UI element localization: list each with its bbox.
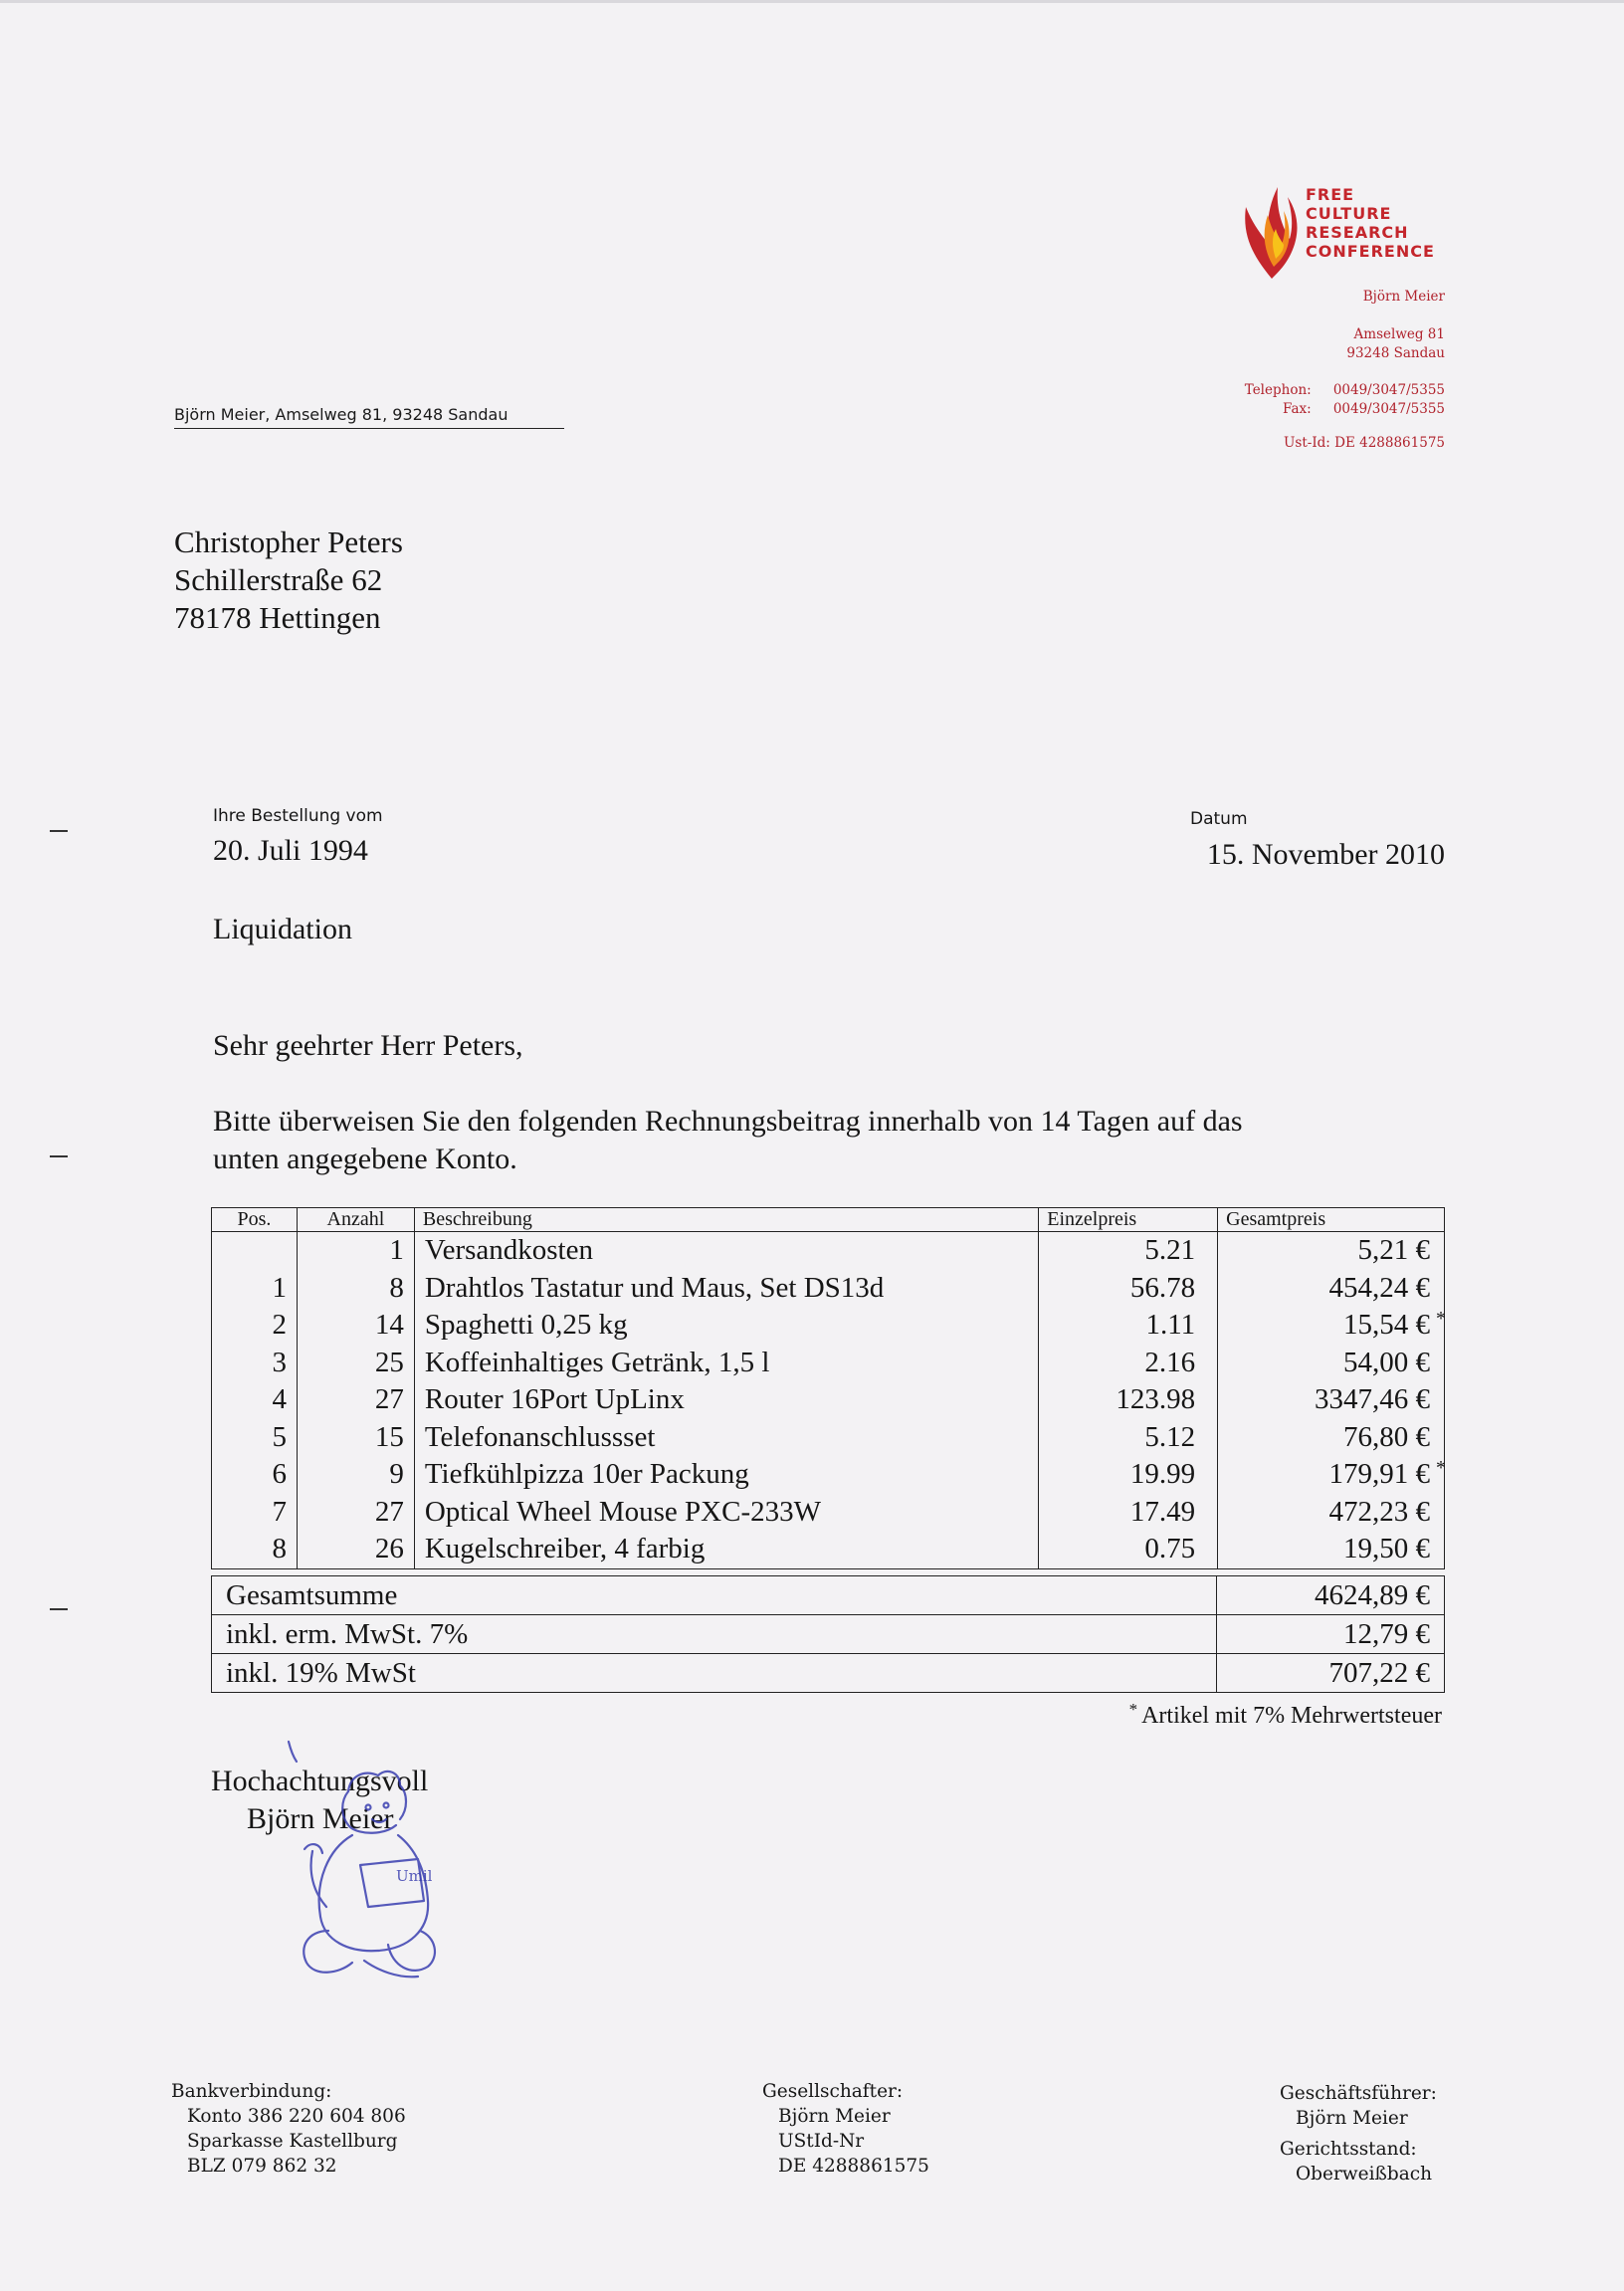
bank-code: BLZ 079 862 32: [187, 2156, 337, 2177]
fax-value: 0049/3047/5355: [1332, 401, 1445, 417]
punch-mark: [50, 1155, 68, 1157]
partner-label: Gesellschafter:: [762, 2081, 904, 2102]
intro-text: [213, 1103, 1243, 1178]
phone-label: Telephon:: [1244, 382, 1312, 398]
header-total-price: Gesamtpreis: [1218, 1208, 1445, 1232]
bank-label: Bankverbindung:: [171, 2081, 332, 2102]
cell-pos: 5: [212, 1419, 298, 1457]
letter-date: 15. November 2010: [1206, 838, 1445, 871]
footnote: [1129, 1700, 1442, 1730]
partner-vat: DE 4288861575: [778, 2156, 929, 2177]
flame-icon: [1234, 167, 1304, 285]
summary-table: [211, 1575, 1445, 1693]
sender-street: Amselweg 81: [1353, 326, 1445, 342]
summary-amount: 12,79 €: [1217, 1615, 1445, 1654]
summary-row-total: [212, 1576, 1445, 1615]
intro-line-2: unten angegebene Konto.: [213, 1143, 517, 1175]
conference-logo: [1234, 167, 1453, 287]
order-date: 20. Juli 1994: [213, 834, 368, 867]
cell-pos: 6: [212, 1456, 298, 1494]
cell-unit-price: 17.49: [1039, 1494, 1218, 1532]
footer-bank: [171, 2079, 406, 2179]
cell-total-price: [1218, 1419, 1445, 1457]
logo-line-4: CONFERENCE: [1306, 242, 1435, 261]
summary-amount: 707,22 €: [1217, 1654, 1445, 1693]
table-row: [212, 1381, 1445, 1419]
total-value: 454,24 €: [1328, 1271, 1430, 1304]
partner-name: Björn Meier: [778, 2106, 891, 2127]
date-label: Datum: [1190, 809, 1248, 829]
cell-description: Drahtlos Tastatur und Maus, Set DS13d: [414, 1270, 1038, 1308]
cell-description: Router 16Port UpLinx: [414, 1381, 1038, 1419]
cell-unit-price: 56.78: [1039, 1270, 1218, 1308]
cell-qty: 9: [297, 1456, 414, 1494]
header-unit-price: Einzelpreis: [1039, 1208, 1218, 1232]
sender-contact: [1245, 381, 1445, 419]
footer-partner: [762, 2079, 929, 2179]
logo-wordmark: [1306, 185, 1435, 261]
logo-line-3: RESEARCH: [1306, 223, 1409, 242]
summary-amount: 4624,89 €: [1217, 1576, 1445, 1615]
cell-description: Spaghetti 0,25 kg: [414, 1307, 1038, 1345]
cell-pos: 1: [212, 1270, 298, 1308]
cell-unit-price: 1.11: [1039, 1307, 1218, 1345]
summary-label: inkl. 19% MwSt: [212, 1654, 1217, 1693]
cell-qty: 27: [297, 1381, 414, 1419]
cell-total-price: [1218, 1345, 1445, 1382]
cell-unit-price: 0.75: [1039, 1531, 1218, 1568]
sender-vat-id: Ust-Id: DE 4288861575: [1284, 435, 1445, 451]
bank-name: Sparkasse Kastellburg: [187, 2131, 398, 2152]
court-label: Gerichtsstand:: [1280, 2139, 1417, 2160]
table-row: [212, 1456, 1445, 1494]
fold-mark-top: [50, 830, 68, 832]
cell-qty: 27: [297, 1494, 414, 1532]
order-date-label: Ihre Bestellung vom: [213, 806, 383, 826]
total-value: 3347,46 €: [1315, 1383, 1430, 1416]
cell-total-price: [1218, 1531, 1445, 1568]
cell-qty: 14: [297, 1307, 414, 1345]
closing-greeting: Hochachtungsvoll: [211, 1765, 429, 1797]
table-header-row: [212, 1208, 1445, 1232]
sender-address: [1346, 325, 1445, 363]
salutation: Sehr geehrter Herr Peters,: [213, 1029, 523, 1062]
footnote-text: Artikel mit 7% Mehrwertsteuer: [1141, 1703, 1442, 1729]
cell-description: Telefonanschlussset: [414, 1419, 1038, 1457]
court-name: Oberweißbach: [1296, 2164, 1433, 2185]
cell-pos: 3: [212, 1345, 298, 1382]
cell-unit-price: 123.98: [1039, 1381, 1218, 1419]
total-value: 179,91 €: [1328, 1458, 1430, 1491]
return-address: Björn Meier, Amselweg 81, 93248 Sandau: [174, 405, 564, 429]
cell-description: Versandkosten: [414, 1232, 1038, 1270]
table-row: [212, 1531, 1445, 1568]
teddy-stamp-icon: [269, 1732, 458, 1990]
ceo-name: Björn Meier: [1296, 2108, 1408, 2129]
cell-total-price: [1218, 1270, 1445, 1308]
cell-description: Optical Wheel Mouse PXC-233W: [414, 1494, 1038, 1532]
cell-total-price: [1218, 1456, 1445, 1494]
sender-fax-row: [1245, 400, 1445, 419]
cell-unit-price: 19.99: [1039, 1456, 1218, 1494]
summary-row-vat: [212, 1654, 1445, 1693]
partner-vat-label: UStId-Nr: [778, 2131, 865, 2152]
footer-management: [1280, 2081, 1437, 2187]
cell-pos: 2: [212, 1307, 298, 1345]
cell-qty: 15: [297, 1419, 414, 1457]
phone-value: 0049/3047/5355: [1332, 382, 1445, 398]
stamp-label: Umil: [396, 1867, 433, 1885]
cell-total-price: [1218, 1307, 1445, 1345]
header-description: Beschreibung: [414, 1208, 1038, 1232]
recipient-name: Christopher Peters: [174, 524, 403, 559]
cell-unit-price: 2.16: [1039, 1345, 1218, 1382]
total-value: 19,50 €: [1343, 1533, 1430, 1565]
sender-phone-row: [1245, 381, 1445, 400]
summary-row-reduced-vat: [212, 1615, 1445, 1654]
bank-account: Konto 386 220 604 806: [187, 2106, 406, 2127]
total-value: 54,00 €: [1343, 1346, 1430, 1378]
vat-mark: *: [1436, 1457, 1446, 1479]
table-row: [212, 1270, 1445, 1308]
total-value: 472,23 €: [1328, 1495, 1430, 1528]
cell-qty: 26: [297, 1531, 414, 1568]
header-qty: Anzahl: [297, 1208, 414, 1232]
page-top-edge: [0, 0, 1624, 3]
cell-qty: 8: [297, 1270, 414, 1308]
table-row: [212, 1345, 1445, 1382]
cell-description: Tiefkühlpizza 10er Packung: [414, 1456, 1038, 1494]
cell-total-price: [1218, 1232, 1445, 1270]
invoice-table: [211, 1207, 1445, 1569]
cell-total-price: [1218, 1381, 1445, 1419]
cell-qty: 25: [297, 1345, 414, 1382]
table-row: [212, 1419, 1445, 1457]
cell-pos: 7: [212, 1494, 298, 1532]
cell-pos: 8: [212, 1531, 298, 1568]
fold-mark-bottom: [50, 1608, 68, 1610]
sender-city: 93248 Sandau: [1346, 345, 1445, 361]
closing-name: Björn Meier: [247, 1802, 394, 1835]
recipient-street: Schillerstraße 62: [174, 562, 383, 597]
table-row: [212, 1232, 1445, 1270]
cell-unit-price: 5.21: [1039, 1232, 1218, 1270]
cell-total-price: [1218, 1494, 1445, 1532]
vat-mark: *: [1436, 1308, 1446, 1330]
cell-description: Koffeinhaltiges Getränk, 1,5 l: [414, 1345, 1038, 1382]
total-value: 15,54 €: [1343, 1309, 1430, 1342]
summary-label: Gesamtsumme: [212, 1576, 1217, 1615]
cell-description: Kugelschreiber, 4 farbig: [414, 1531, 1038, 1568]
footnote-mark: *: [1128, 1700, 1138, 1719]
intro-line-1: Bitte überweisen Sie den folgenden Rechnungsbeitrag innerhalb von 14 Tagen auf das: [213, 1105, 1243, 1138]
table-row: [212, 1307, 1445, 1345]
table-row: [212, 1494, 1445, 1532]
total-value: 76,80 €: [1343, 1420, 1430, 1453]
total-value: 5,21 €: [1357, 1234, 1430, 1267]
cell-pos: 4: [212, 1381, 298, 1419]
cell-qty: 1: [297, 1232, 414, 1270]
logo-line-1: FREE: [1306, 185, 1355, 204]
cell-pos: [212, 1232, 298, 1270]
header-pos: Pos.: [212, 1208, 298, 1232]
sender-name: Björn Meier: [1362, 289, 1445, 305]
summary-label: inkl. erm. MwSt. 7%: [212, 1615, 1217, 1654]
recipient-city: 78178 Hettingen: [174, 600, 381, 635]
subject: Liquidation: [213, 913, 352, 945]
ceo-label: Geschäftsführer:: [1280, 2083, 1437, 2104]
cell-unit-price: 5.12: [1039, 1419, 1218, 1457]
fax-label: Fax:: [1283, 401, 1312, 417]
recipient-address: [174, 523, 403, 637]
logo-line-2: CULTURE: [1306, 204, 1392, 223]
